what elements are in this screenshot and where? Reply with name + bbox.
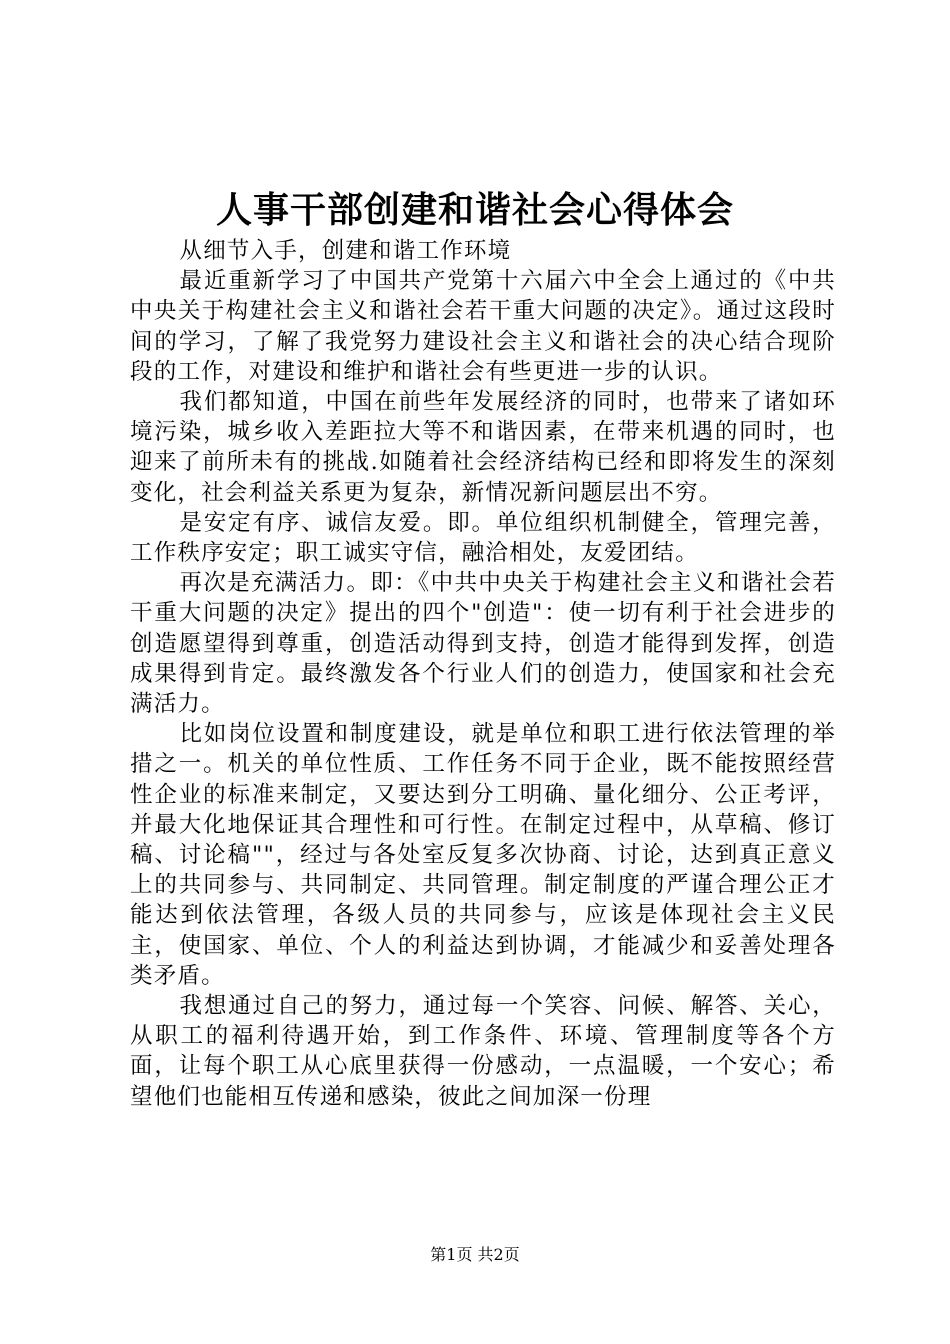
paragraph: 比如岗位设置和制度建设，就是单位和职工进行依法管理的举措之一。机关的单位性质、工作任务不同于企业，既不能按照经营性企业的标准来制定，又要达到分工明确、量化细分、公正考评，并最大化地保证其合理性和可行性。在制定过程中，从草稿、修订稿、讨论稿""，经过与各处室反复多次协商、讨论，达到真正意义上的共同参与、共同制定、共同管理。制定制度的严谨合理公正才能达到依法管理，各级人员的共同参与，应该是体现社会主义民主，使国家、单位、个人的利益达到协调，才能减少和妥善处理各类矛盾。 xyxy=(130,721,836,989)
document-title: 人事干部创建和谐社会心得体会 xyxy=(215,189,734,231)
document-body xyxy=(130,236,836,1203)
paragraph: 我想通过自己的努力，通过每一个笑容、问候、解答、关心，从职工的福利待遇开始，到工作条件、环境、管理制度等各个方面，让每个职工从心底里获得一份感动，一点温暖，一个安心；希望他们也能相互传递和感染，彼此之间加深一份理 xyxy=(130,993,836,1110)
paragraph: 我们都知道，中国在前些年发展经济的同时，也带来了诸如环境污染，城乡收入差距拉大等不和谐因素，在带来机遇的同时，也迎来了前所未有的挑战.如随着社会经济结构已经和即将发生的深刻变化，社会利益关系更为复杂，新情况新问题层出不穷。 xyxy=(130,389,836,506)
paragraph: 最近重新学习了中国共产党第十六届六中全会上通过的《中共中央关于构建社会主义和谐社会若干重大问题的决定》。通过这段时间的学习，了解了我党努力建设社会主义和谐社会的决心结合现阶段的工作，对建设和维护和谐社会有些更进一步的认识。 xyxy=(130,268,836,385)
paragraph: 是安定有序、诚信友爱。即。单位组织机制健全，管理完善，工作秩序安定；职工诚实守信，融洽相处，友爱团结。 xyxy=(130,509,836,567)
page-number: 第1页 共2页 xyxy=(430,1245,520,1264)
paragraph: 再次是充满活力。即：《中共中央关于构建社会主义和谐社会若干重大问题的决定》提出的四个"创造"：使一切有利于社会进步的创造愿望得到尊重，创造活动得到支持，创造才能得到发挥，创造成果得到肯定。最终激发各个行业人们的创造力，使国家和社会充满活力。 xyxy=(130,570,836,718)
section-heading: 从细节入手，创建和谐工作环境 xyxy=(179,238,512,264)
